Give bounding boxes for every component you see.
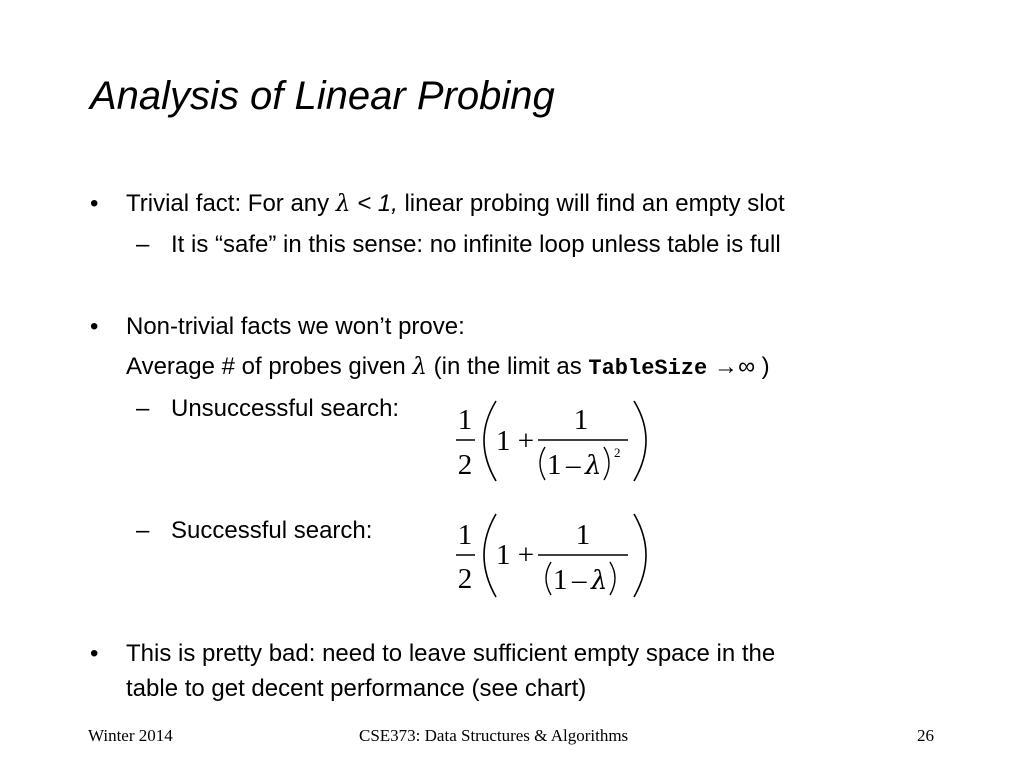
sub-safe-sense: It is “safe” in this sense: no infinite loop unless table is full [171,231,781,258]
footer-course: CSE373: Data Structures & Algorithms [359,726,629,745]
sub-unsuccessful-search: Unsuccessful search: [171,395,400,422]
denominator-minus: – [572,564,587,596]
bullet-trivial-fact [126,192,785,216]
average-probes-text-c: ) [755,353,770,380]
tablesize-code: TableSize [588,356,708,381]
inner-paren-left [540,447,545,480]
inner-paren-right [610,562,615,595]
fraction-numerator: 1 [573,404,589,436]
bullet-pretty-bad-line1: This is pretty bad: need to leave sufficient empty space in the [126,640,776,667]
bullet-marker-3: • [90,640,99,667]
slide-title: Analysis of Linear Probing [90,74,555,118]
bullet-trivial-fact-text-a: Trivial fact: For any [126,190,336,217]
inner-paren-right [604,447,609,480]
sub-successful-search: Successful search: [171,517,373,544]
lambda-symbol: λ [335,191,351,217]
bullet-marker-2: • [90,313,99,340]
formula-successful [448,508,658,606]
bullet-non-trivial: Non-trivial facts we won’t prove: [126,313,465,340]
outer-paren-right [634,514,646,597]
one-plus: 1 + [496,539,535,571]
bullet-average-probes [126,355,770,380]
outer-paren-right [634,401,646,481]
bullet-pretty-bad-line2: table to get decent performance (see chart) [126,675,587,702]
outer-paren-left [484,401,496,481]
inner-paren-left [546,562,551,595]
half-denominator: 2 [457,563,473,595]
average-probes-text-b: (in the limit as [427,353,589,380]
average-probes-text-a: Average # of probes given [126,353,413,380]
denominator-lambda: λ [591,566,608,596]
dash-marker-3: – [136,517,150,544]
lambda-symbol: λ [412,354,427,380]
denominator-minus: – [566,449,581,481]
bullet-trivial-fact-text-c: linear probing will find an empty slot [397,190,785,217]
one-plus: 1 + [496,425,535,457]
footer-term: Winter 2014 [88,726,173,745]
denominator-lambda: λ [585,451,602,481]
fraction-numerator: 1 [575,519,591,551]
formula-unsuccessful [448,395,658,493]
denominator-exponent: 2 [614,445,621,460]
half-numerator: 1 [457,404,473,436]
footer-page-number: 26 [917,726,934,745]
dash-marker-1: – [136,231,150,258]
outer-paren-left [484,514,496,597]
half-numerator: 1 [457,519,473,551]
denominator-one: 1 [553,564,568,596]
bullet-trivial-fact-condition: < 1, [350,190,398,217]
half-denominator: 2 [457,449,473,481]
dash-marker-2: – [136,395,150,422]
arrow-infinity: →∞ [707,353,755,380]
bullet-marker-1: • [90,190,99,217]
denominator-one: 1 [547,449,562,481]
